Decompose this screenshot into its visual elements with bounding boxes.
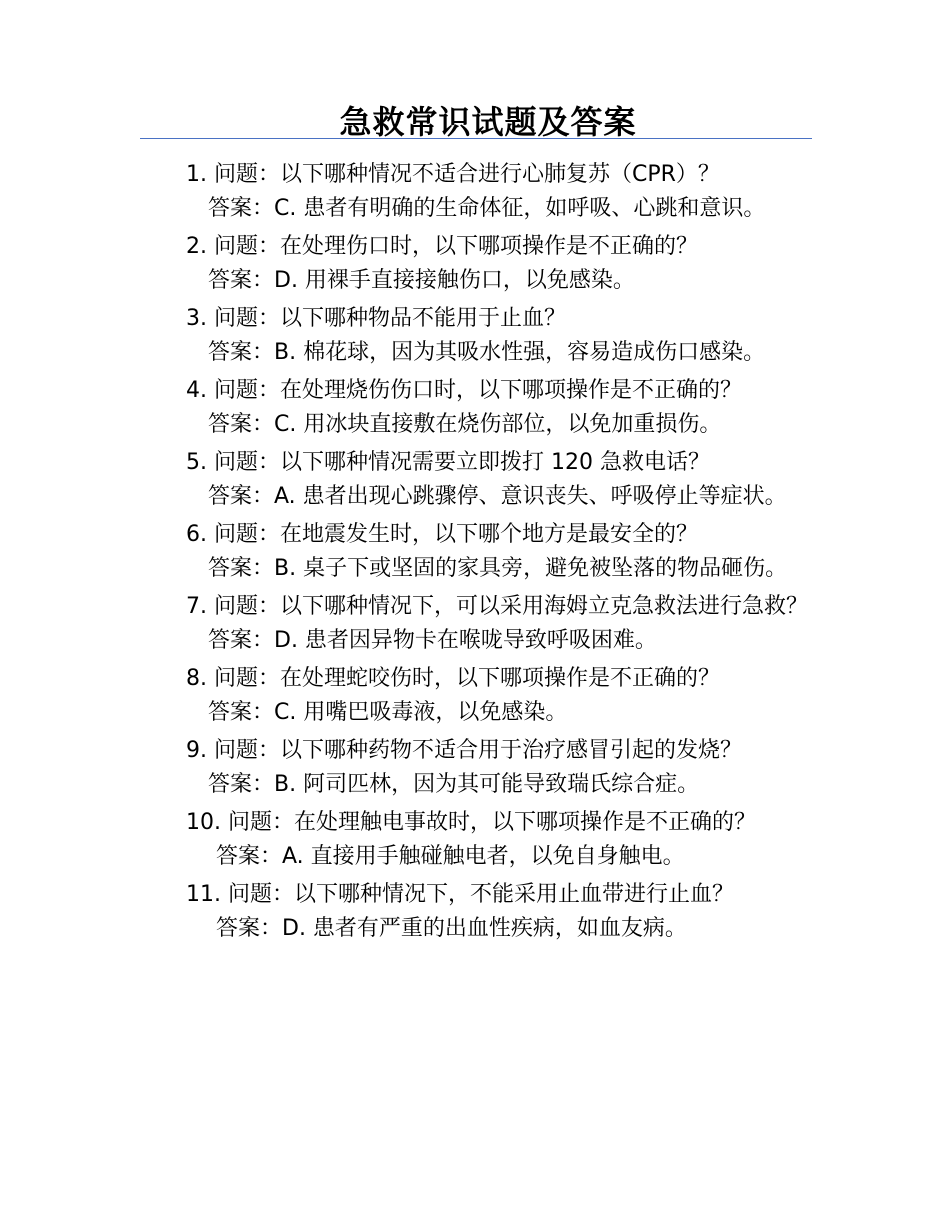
answer-text: 答案：C. 用嘴巴吸毒液，以免感染。 [208,700,568,725]
answer-text: 答案：C. 用冰块直接敷在烧伤部位，以免加重损伤。 [208,412,722,437]
qa-item [140,372,812,444]
question-text: 4. 问题：在处理烧伤伤口时，以下哪项操作是不正确的？ [186,378,742,403]
answer-text: 答案：B. 棉花球，因为其吸水性强，容易造成伤口感染。 [208,340,766,365]
question-text: 10. 问题：在处理触电事故时，以下哪项操作是不正确的？ [186,810,756,835]
qa-item [140,804,812,876]
qa-item [140,876,812,948]
answer-text: 答案：D. 患者有严重的出血性疾病，如血友病。 [216,916,687,941]
title-area [140,96,812,142]
question-text: 5. 问题：以下哪种情况需要立即拨打 120 急救电话？ [186,450,710,475]
answer-text: 答案：A. 患者出现心跳骤停、意识丧失、呼吸停止等症状。 [208,484,787,509]
question-text: 6. 问题：在地震发生时，以下哪个地方是最安全的？ [186,522,698,547]
qa-item [140,516,812,588]
document-page [140,96,812,948]
qa-item [140,732,812,804]
question-text: 8. 问题：在处理蛇咬伤时，以下哪项操作是不正确的？ [186,666,720,691]
question-text: 2. 问题：在处理伤口时，以下哪项操作是不正确的？ [186,234,698,259]
answer-text: 答案：B. 桌子下或坚固的家具旁，避免被坠落的物品砸伤。 [208,556,788,581]
answer-text: 答案：D. 用裸手直接接触伤口，以免感染。 [208,268,635,293]
question-text: 3. 问题：以下哪种物品不能用于止血？ [186,306,566,331]
title-underline [140,138,812,139]
answer-text: 答案：C. 患者有明确的生命体征，如呼吸、心跳和意识。 [208,196,766,221]
qa-item [140,588,812,660]
answer-text: 答案：A. 直接用手触碰触电者，以免自身触电。 [216,844,685,869]
question-text: 9. 问题：以下哪种药物不适合用于治疗感冒引起的发烧？ [186,738,742,763]
question-text: 7. 问题：以下哪种情况下，可以采用海姆立克急救法进行急救？ [186,594,808,619]
answer-text: 答案：D. 患者因异物卡在喉咙导致呼吸困难。 [208,628,657,653]
page-title: 急救常识试题及答案 [339,103,637,141]
qa-item [140,444,812,516]
qa-item [140,156,812,228]
qa-item [140,228,812,300]
answer-text: 答案：B. 阿司匹林，因为其可能导致瑞氏综合症。 [208,772,700,797]
qa-item [140,660,812,732]
question-text: 1. 问题：以下哪种情况不适合进行心肺复苏（CPR）？ [186,162,720,187]
qa-list [140,156,812,948]
qa-item [140,300,812,372]
question-text: 11. 问题：以下哪种情况下，不能采用止血带进行止血？ [186,882,734,907]
